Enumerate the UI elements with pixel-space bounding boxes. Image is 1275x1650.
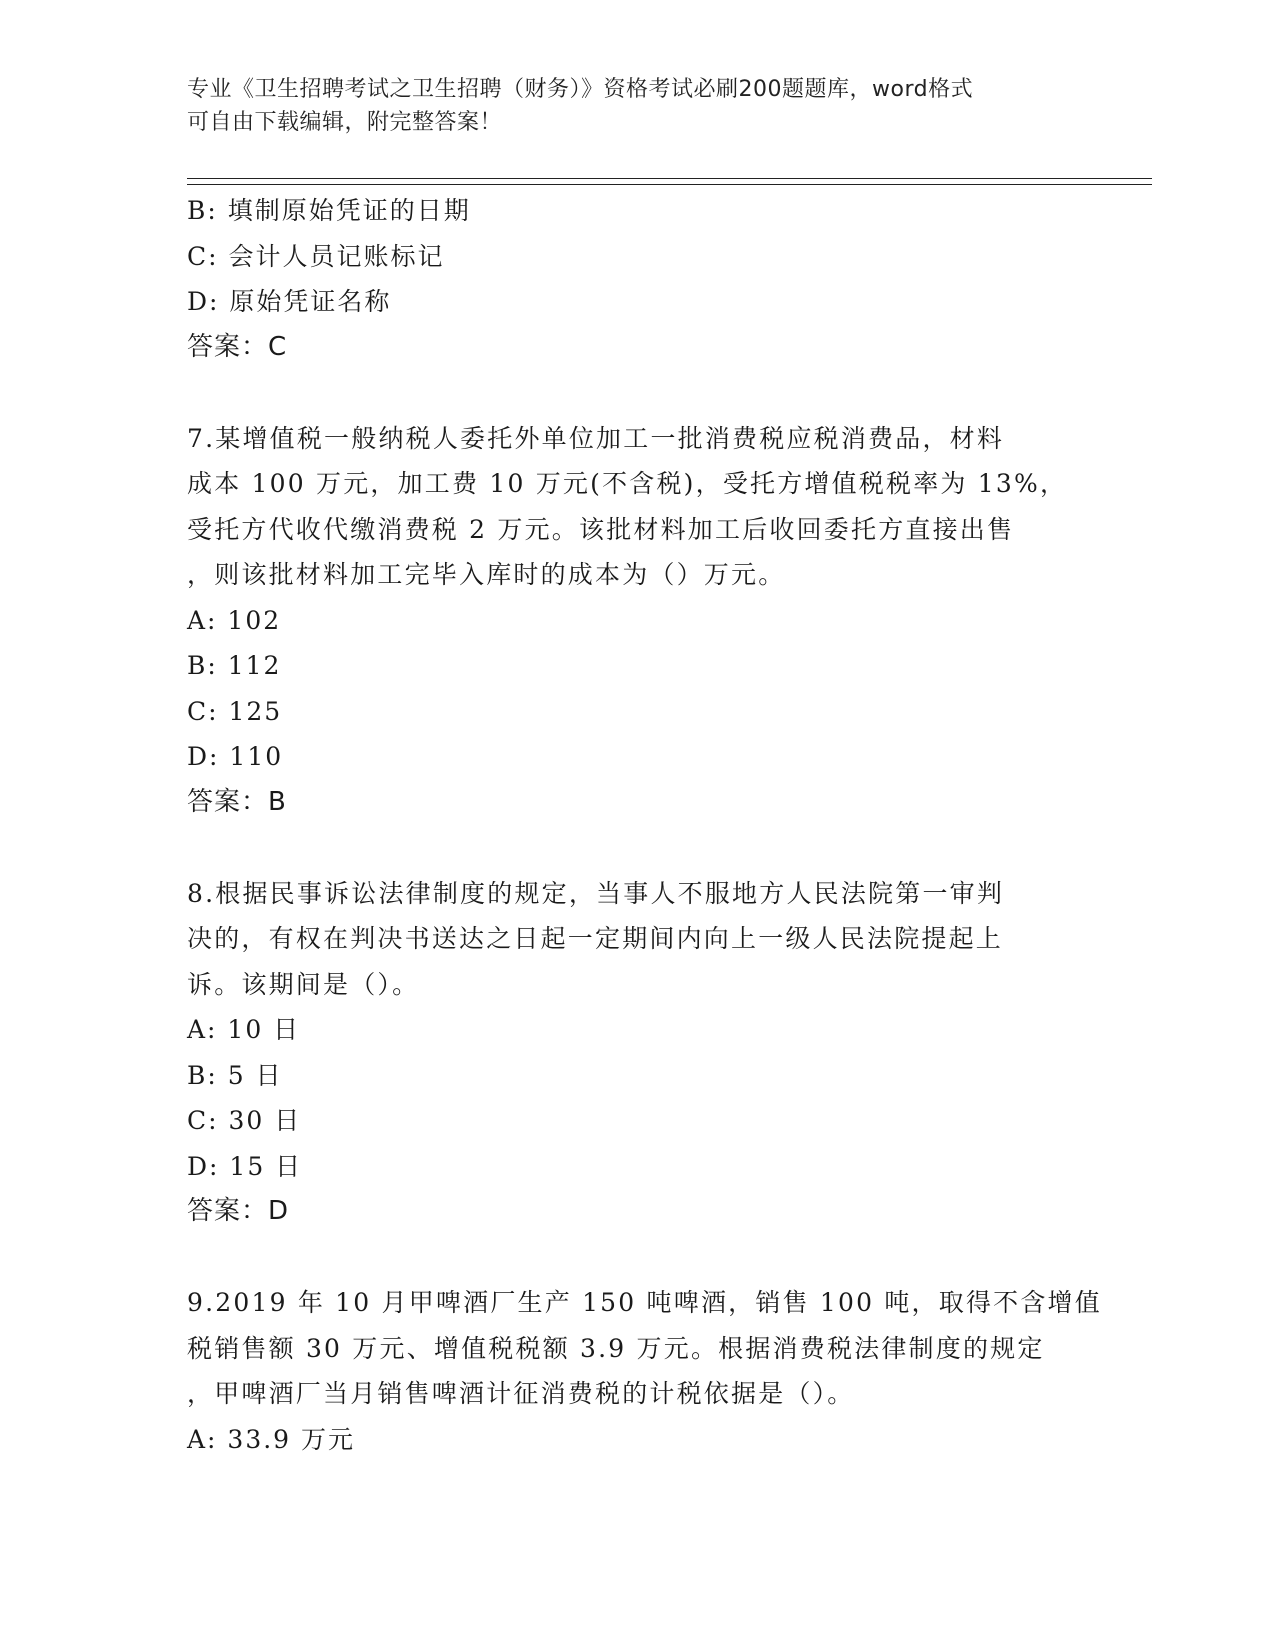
question-7-option-a: A: 102 [187, 605, 282, 635]
spacer [187, 370, 1087, 416]
question-7-stem-line: 7.某增值税一般纳税人委托外单位加工一批消费税应税消费品，材料 [187, 423, 1005, 453]
question-8-option-c: C: 30 日 [187, 1106, 302, 1135]
question-9-stem-line: ，甲啤酒厂当月销售啤酒计征消费税的计税依据是（）。 [187, 1379, 855, 1408]
page-header [187, 73, 1067, 139]
question-8-stem-line: 诉。该期间是（）。 [187, 969, 420, 999]
question-8-stem [187, 871, 1087, 1008]
question-6-option-b: B: 填制原始凭证的日期 [187, 196, 471, 225]
question-8-stem-line: 8.根据民事诉讼法律制度的规定，当事人不服地方人民法院第一审判 [187, 878, 1005, 908]
question-8-option-d: D: 15 日 [187, 1151, 303, 1181]
question-9-stem-line: 9.2019 年 10 月甲啤酒厂生产 150 吨啤酒，销售 100 吨，取得不含增值 [187, 1288, 1102, 1317]
question-7-answer: 答案：B [187, 786, 287, 817]
question-9-stem [187, 1280, 1102, 1417]
question-7-option-c: C: 125 [187, 696, 283, 726]
spacer [187, 1235, 1087, 1281]
question-7-option-d: D: 110 [187, 742, 284, 771]
question-7-stem-line: 成本 100 万元，加工费 10 万元(不含税)，受托方增值税税率为 13%， [187, 469, 1068, 498]
question-9-stem-line: 税销售额 30 万元、增值税税额 3.9 万元。根据消费税法律制度的规定 [187, 1333, 1045, 1363]
question-7 [187, 416, 1087, 826]
question-6-option-c: C: 会计人员记账标记 [187, 241, 445, 271]
header-title-line-2: 可自由下载编辑，附完整答案！ [187, 110, 503, 135]
question-8 [187, 871, 1087, 1235]
question-9 [187, 1280, 1102, 1462]
header-double-rule [187, 178, 1152, 185]
question-7-stem [187, 416, 1087, 598]
question-9-option-a: A: 33.9 万元 [187, 1424, 356, 1454]
question-8-stem-line: 决的，有权在判决书送达之日起一定期间内向上一级人民法院提起上 [187, 924, 1004, 953]
spacer [187, 825, 1087, 871]
question-6-answer: 答案：C [187, 331, 288, 362]
question-7-stem-line: ，则该批材料加工完毕入库时的成本为（）万元。 [187, 560, 786, 589]
question-8-option-b: B: 5 日 [187, 1060, 283, 1090]
question-8-option-a: A: 10 日 [187, 1015, 301, 1044]
question-8-answer: 答案：D [187, 1196, 290, 1226]
question-list [187, 188, 1102, 1462]
question-6 [187, 188, 1087, 370]
question-7-stem-line: 受托方代收代缴消费税 2 万元。该批材料加工后收回委托方直接出售 [187, 514, 1015, 544]
question-6-option-d: D: 原始凭证名称 [187, 287, 392, 316]
question-7-option-b: B: 112 [187, 651, 282, 680]
header-title-line-1: 专业《卫生招聘考试之卫生招聘（财务）》资格考试必刷200题题库，word格式 [187, 77, 974, 102]
